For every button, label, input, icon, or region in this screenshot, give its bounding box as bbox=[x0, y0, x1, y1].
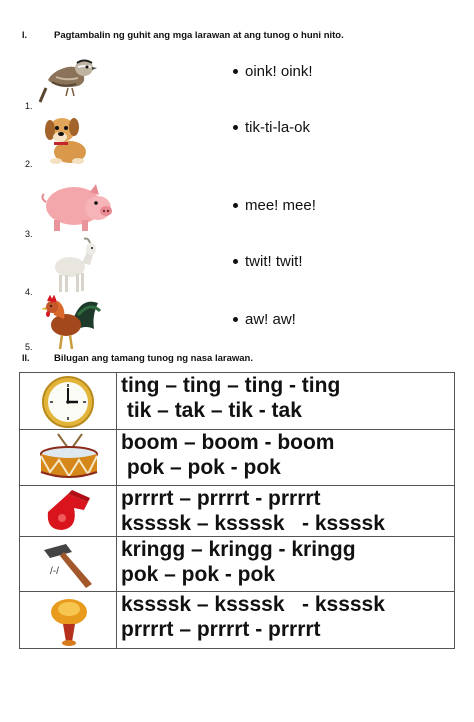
table-row bbox=[20, 486, 455, 537]
bullet-icon bbox=[233, 125, 238, 130]
sound-choices-cell bbox=[117, 486, 455, 537]
section2-number: II. bbox=[22, 353, 30, 363]
picture-cell bbox=[20, 430, 117, 486]
whistle-picture bbox=[44, 488, 96, 534]
sound-line-1[interactable]: kringg – kringg - kringg bbox=[121, 538, 356, 561]
picture-cell bbox=[20, 486, 117, 537]
bullet-icon bbox=[233, 317, 238, 322]
sound-line-2[interactable]: pok – pok - pok bbox=[121, 456, 281, 479]
sound-choices-cell bbox=[117, 430, 455, 486]
section1-number: I. bbox=[22, 30, 28, 40]
picture-cell bbox=[20, 537, 117, 592]
sound-line-2[interactable]: tik – tak – tik - tak bbox=[121, 399, 302, 422]
sound-label: mee! mee! bbox=[245, 197, 316, 214]
item-number-3: 3. bbox=[25, 229, 33, 239]
section1-title: Pagtambalin ng guhit ang mga larawan at ang tunog o huni nito. bbox=[54, 30, 344, 41]
goat-picture bbox=[50, 237, 100, 295]
item-number-1: 1. bbox=[25, 101, 33, 111]
sound-line-1[interactable]: kssssk – kssssk - kssssk bbox=[121, 593, 385, 616]
sound-label: twit! twit! bbox=[245, 253, 303, 270]
svg-text:/-/: /-/ bbox=[50, 566, 59, 577]
hammer-picture bbox=[42, 540, 98, 590]
sound-line-2[interactable]: kssssk – kssssk - kssssk bbox=[121, 512, 385, 535]
drum-picture bbox=[38, 432, 100, 484]
maraca-picture bbox=[44, 594, 94, 648]
rooster-picture bbox=[38, 295, 102, 353]
sound-line-2[interactable]: prrrrt – prrrrt - prrrrt bbox=[121, 618, 321, 641]
table-row bbox=[20, 537, 455, 592]
picture-cell bbox=[20, 592, 117, 649]
sound-line-1[interactable]: boom – boom - boom bbox=[121, 431, 335, 454]
item-number-5: 5. bbox=[25, 342, 33, 352]
sound-line-1[interactable]: ting – ting – ting - ting bbox=[121, 374, 341, 397]
table-row bbox=[20, 373, 455, 430]
item-number-2: 2. bbox=[25, 159, 33, 169]
sound-option-3 bbox=[233, 197, 316, 214]
sound-choices-cell bbox=[117, 373, 455, 430]
pig-picture bbox=[40, 178, 114, 234]
clock-picture bbox=[40, 375, 96, 429]
sound-choices-cell bbox=[117, 537, 455, 592]
table-row bbox=[20, 592, 455, 649]
sound-option-5 bbox=[233, 311, 296, 328]
section2-title: Bilugan ang tamang tunog ng nasa larawan. bbox=[54, 353, 253, 364]
sparrow-picture bbox=[38, 50, 100, 105]
sound-label: tik-ti-la-ok bbox=[245, 119, 311, 136]
sound-option-2 bbox=[233, 119, 310, 136]
sounds-table bbox=[19, 372, 455, 649]
dog-picture bbox=[40, 110, 94, 166]
picture-cell bbox=[20, 373, 117, 430]
sound-label: oink! oink! bbox=[245, 63, 313, 80]
sound-line-1[interactable]: prrrrt – prrrrt - prrrrt bbox=[121, 487, 321, 510]
table-row bbox=[20, 430, 455, 486]
sound-option-1 bbox=[233, 63, 313, 80]
bullet-icon bbox=[233, 259, 238, 264]
item-number-4: 4. bbox=[25, 287, 33, 297]
sound-label: aw! aw! bbox=[245, 311, 296, 328]
bullet-icon bbox=[233, 203, 238, 208]
sound-option-4 bbox=[233, 253, 303, 270]
bullet-icon bbox=[233, 69, 238, 74]
sound-line-2[interactable]: pok – pok - pok bbox=[121, 563, 276, 586]
sound-choices-cell bbox=[117, 592, 455, 649]
